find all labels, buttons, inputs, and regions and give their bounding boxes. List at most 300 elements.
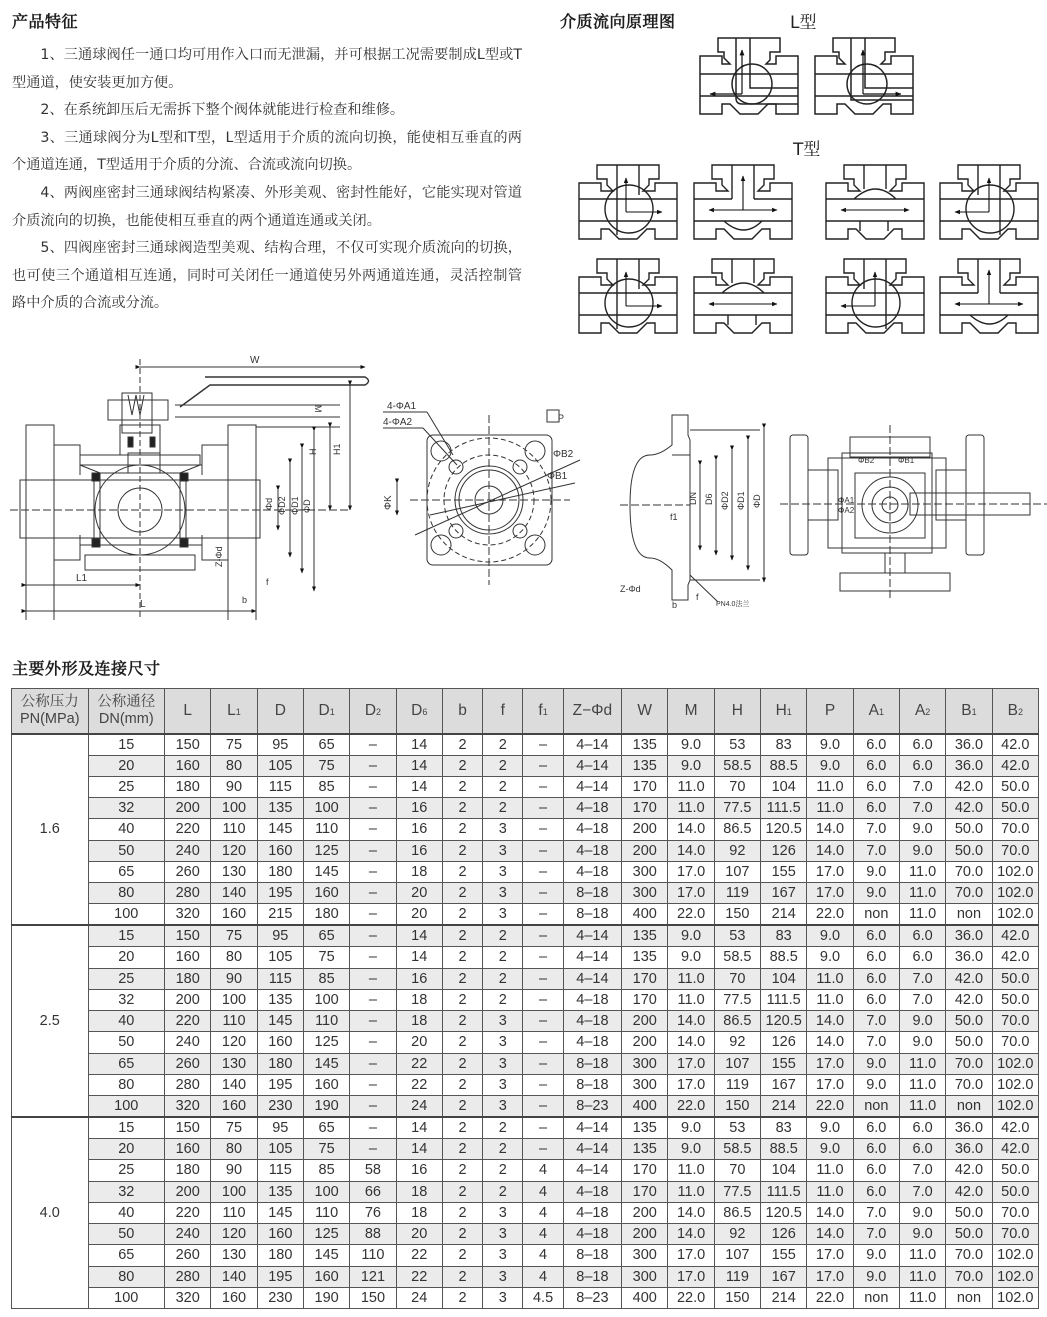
table-cell: 110 bbox=[211, 819, 257, 840]
table-cell: 260 bbox=[165, 861, 211, 882]
svg-text:PN4.0法兰: PN4.0法兰 bbox=[716, 601, 750, 608]
svg-text:ΦD: ΦD bbox=[302, 499, 312, 513]
table-cell: 16 bbox=[396, 798, 442, 819]
table-cell: 4–18 bbox=[563, 798, 621, 819]
table-row bbox=[12, 1181, 1039, 1202]
svg-text:ΦB2: ΦB2 bbox=[858, 456, 875, 465]
table-cell: – bbox=[523, 776, 563, 797]
table-cell: 9.0 bbox=[899, 819, 945, 840]
header-A2: A2 bbox=[899, 689, 945, 734]
table-cell: 16 bbox=[396, 840, 442, 861]
table-cell: 104 bbox=[761, 968, 807, 989]
table-cell: 3 bbox=[483, 1096, 523, 1118]
table-cell: 120.5 bbox=[761, 1202, 807, 1223]
feature-item: 2、在系统卸压后无需拆下整个阀体就能进行检查和维修。 bbox=[40, 102, 405, 119]
table-cell: 2 bbox=[442, 1224, 482, 1245]
table-cell: 115 bbox=[257, 776, 303, 797]
svg-text:f: f bbox=[696, 592, 699, 602]
table-cell: 135 bbox=[622, 925, 668, 947]
table-cell: 120.5 bbox=[761, 819, 807, 840]
table-cell: 36.0 bbox=[946, 734, 992, 756]
table-cell: – bbox=[523, 1096, 563, 1118]
table-cell: 15 bbox=[88, 925, 165, 947]
header-L: L bbox=[165, 689, 211, 734]
header-D1: D1 bbox=[303, 689, 349, 734]
table-cell: 214 bbox=[761, 904, 807, 926]
table-cell: 119 bbox=[714, 883, 760, 904]
table-cell: 75 bbox=[303, 1139, 349, 1160]
table-cell: 100 bbox=[303, 798, 349, 819]
table-cell: 17.0 bbox=[807, 883, 853, 904]
table-cell: 85 bbox=[303, 776, 349, 797]
table-cell: 17.0 bbox=[668, 1245, 714, 1266]
table-cell: 2 bbox=[442, 1053, 482, 1074]
table-cell: 2 bbox=[442, 947, 482, 968]
table-cell: 7.0 bbox=[853, 819, 899, 840]
header-pn: 公称压力 PN(MPa) bbox=[12, 689, 89, 734]
table-cell: 17.0 bbox=[807, 1074, 853, 1095]
table-cell: – bbox=[523, 1053, 563, 1074]
table-cell: 11.0 bbox=[807, 1181, 853, 1202]
table-cell: – bbox=[350, 776, 396, 797]
table-cell: 160 bbox=[165, 947, 211, 968]
table-row bbox=[12, 1160, 1039, 1181]
pressure-group bbox=[12, 1117, 1039, 1309]
table-row bbox=[12, 1287, 1039, 1308]
table-cell: 9.0 bbox=[899, 1202, 945, 1223]
table-cell: 9.0 bbox=[668, 1117, 714, 1139]
table-cell: 14.0 bbox=[668, 1224, 714, 1245]
feature-item: 3、三通球阀分为L型和T型，L型适用于介质的流向切换，能使相互垂直的两个通道连通，T型适用于介质的分流、合流或流向切换。 bbox=[12, 129, 522, 174]
table-cell: 11.0 bbox=[899, 861, 945, 882]
table-cell: 214 bbox=[761, 1096, 807, 1118]
table-cell: 14.0 bbox=[668, 819, 714, 840]
table-row bbox=[12, 1245, 1039, 1266]
table-row bbox=[12, 1074, 1039, 1095]
table-cell: 145 bbox=[257, 1011, 303, 1032]
table-cell: 25 bbox=[88, 968, 165, 989]
table-cell: 3 bbox=[483, 904, 523, 926]
table-cell: 145 bbox=[303, 1053, 349, 1074]
table-cell: 20 bbox=[396, 904, 442, 926]
table-cell: 130 bbox=[211, 1053, 257, 1074]
table-row bbox=[12, 1096, 1039, 1118]
table-cell: 18 bbox=[396, 1181, 442, 1202]
table-cell: 11.0 bbox=[668, 1181, 714, 1202]
table-cell: 50.0 bbox=[946, 1224, 992, 1245]
table-cell: 105 bbox=[257, 1139, 303, 1160]
table-cell: 22.0 bbox=[668, 1096, 714, 1118]
table-cell: 24 bbox=[396, 1287, 442, 1308]
table-cell: 36.0 bbox=[946, 947, 992, 968]
table-cell: 110 bbox=[303, 1011, 349, 1032]
table-cell: 8–18 bbox=[563, 1266, 621, 1287]
table-cell: 200 bbox=[165, 989, 211, 1010]
table-cell: 150 bbox=[165, 1117, 211, 1139]
svg-text:D6: D6 bbox=[704, 493, 714, 505]
table-cell: 2 bbox=[483, 1117, 523, 1139]
table-cell: 17.0 bbox=[668, 1074, 714, 1095]
svg-text:ΦB1: ΦB1 bbox=[547, 471, 568, 482]
table-cell: 280 bbox=[165, 1266, 211, 1287]
valve-top-view-drawing bbox=[375, 395, 590, 585]
table-cell: 70.0 bbox=[992, 1011, 1038, 1032]
table-row bbox=[12, 755, 1039, 776]
table-cell: 88.5 bbox=[761, 947, 807, 968]
table-cell: – bbox=[523, 798, 563, 819]
l-type-flow-diagram-right bbox=[813, 36, 916, 118]
table-cell: 119 bbox=[714, 1074, 760, 1095]
table-cell: 167 bbox=[761, 1074, 807, 1095]
table-cell: 3 bbox=[483, 883, 523, 904]
table-cell: 7.0 bbox=[899, 968, 945, 989]
table-cell: 8–18 bbox=[563, 883, 621, 904]
table-cell: 2 bbox=[483, 755, 523, 776]
svg-text:ΦD2: ΦD2 bbox=[277, 496, 287, 515]
table-cell: 58 bbox=[350, 1160, 396, 1181]
table-cell: 9.0 bbox=[853, 1053, 899, 1074]
table-cell: 195 bbox=[257, 1266, 303, 1287]
table-cell: 22.0 bbox=[668, 904, 714, 926]
table-cell: 160 bbox=[211, 904, 257, 926]
table-cell: 36.0 bbox=[946, 925, 992, 947]
table-cell: – bbox=[350, 968, 396, 989]
table-cell: 4–18 bbox=[563, 840, 621, 861]
table-cell: 32 bbox=[88, 798, 165, 819]
table-cell: 11.0 bbox=[899, 1245, 945, 1266]
table-cell: 110 bbox=[211, 1202, 257, 1223]
table-cell: 70.0 bbox=[992, 840, 1038, 861]
table-cell: 2 bbox=[442, 1202, 482, 1223]
table-cell: 111.5 bbox=[761, 798, 807, 819]
table-cell: 160 bbox=[165, 755, 211, 776]
table-cell: 135 bbox=[622, 755, 668, 776]
table-cell: 102.0 bbox=[992, 904, 1038, 926]
table-cell: 2 bbox=[442, 883, 482, 904]
svg-text:ΦD2: ΦD2 bbox=[720, 491, 730, 510]
table-cell: 50.0 bbox=[946, 1202, 992, 1223]
table-cell: 320 bbox=[165, 1287, 211, 1308]
table-cell: 90 bbox=[211, 1160, 257, 1181]
table-cell: 83 bbox=[761, 1117, 807, 1139]
table-cell: 9.0 bbox=[899, 1224, 945, 1245]
table-cell: 2 bbox=[442, 989, 482, 1010]
table-cell: 80 bbox=[88, 1074, 165, 1095]
table-cell: 300 bbox=[622, 1245, 668, 1266]
table-cell: 107 bbox=[714, 1053, 760, 1074]
table-cell: 125 bbox=[303, 1032, 349, 1053]
table-row bbox=[12, 1266, 1039, 1287]
table-cell: 42.0 bbox=[946, 989, 992, 1010]
table-cell: – bbox=[523, 734, 563, 756]
feature-item: 1、三通球阀任一通口均可用作入口而无泄漏，并可根据工况需要制成L型或T型通道，使安装更加方便。 bbox=[12, 47, 522, 91]
table-cell: 7.0 bbox=[899, 989, 945, 1010]
table-cell: 3 bbox=[483, 1053, 523, 1074]
table-cell: 320 bbox=[165, 904, 211, 926]
svg-text:ΦD1: ΦD1 bbox=[736, 491, 746, 510]
table-cell: 110 bbox=[303, 819, 349, 840]
table-cell: – bbox=[523, 989, 563, 1010]
table-cell: – bbox=[523, 1139, 563, 1160]
table-cell: 70.0 bbox=[946, 1266, 992, 1287]
table-cell: 3 bbox=[483, 1287, 523, 1308]
table-cell: 75 bbox=[303, 755, 349, 776]
table-cell: 4.5 bbox=[523, 1287, 563, 1308]
table-cell: 42.0 bbox=[992, 1117, 1038, 1139]
table-cell: 9.0 bbox=[668, 925, 714, 947]
table-cell: 300 bbox=[622, 1266, 668, 1287]
svg-text:L1: L1 bbox=[76, 573, 88, 584]
svg-text:P: P bbox=[558, 413, 565, 423]
table-cell: 53 bbox=[714, 925, 760, 947]
table-cell: 6.0 bbox=[853, 1160, 899, 1181]
table-cell: 2 bbox=[442, 904, 482, 926]
table-cell: 180 bbox=[257, 861, 303, 882]
table-row bbox=[12, 776, 1039, 797]
table-cell: 195 bbox=[257, 1074, 303, 1095]
t-type-flow-diagram-3 bbox=[825, 164, 927, 242]
table-cell: 280 bbox=[165, 883, 211, 904]
table-cell: 102.0 bbox=[992, 1245, 1038, 1266]
table-cell: 11.0 bbox=[899, 883, 945, 904]
table-cell: 4–14 bbox=[563, 734, 621, 756]
table-cell: 4 bbox=[523, 1202, 563, 1223]
table-cell: 102.0 bbox=[992, 883, 1038, 904]
table-cell: 80 bbox=[88, 1266, 165, 1287]
table-cell: 22.0 bbox=[807, 1287, 853, 1308]
table-cell: – bbox=[350, 925, 396, 947]
table-cell: 42.0 bbox=[992, 755, 1038, 776]
table-cell: – bbox=[523, 968, 563, 989]
table-cell: 50.0 bbox=[946, 1032, 992, 1053]
table-cell: 86.5 bbox=[714, 819, 760, 840]
table-cell: 110 bbox=[303, 1202, 349, 1223]
table-cell: 14.0 bbox=[807, 1224, 853, 1245]
table-cell: – bbox=[350, 819, 396, 840]
table-cell: 180 bbox=[165, 968, 211, 989]
table-cell: 2 bbox=[442, 840, 482, 861]
table-row bbox=[12, 1053, 1039, 1074]
table-cell: 9.0 bbox=[807, 734, 853, 756]
table-cell: 160 bbox=[303, 1266, 349, 1287]
table-cell: 220 bbox=[165, 1202, 211, 1223]
table-cell: 18 bbox=[396, 1202, 442, 1223]
table-cell: 14.0 bbox=[668, 1202, 714, 1223]
table-cell: 2 bbox=[442, 1245, 482, 1266]
table-cell: 170 bbox=[622, 798, 668, 819]
svg-text:M: M bbox=[313, 405, 323, 413]
table-cell: 50 bbox=[88, 840, 165, 861]
table-cell: non bbox=[946, 904, 992, 926]
table-cell: – bbox=[350, 798, 396, 819]
table-row bbox=[12, 904, 1039, 926]
table-cell: 4–14 bbox=[563, 755, 621, 776]
table-cell: 195 bbox=[257, 883, 303, 904]
table-cell: 200 bbox=[622, 1202, 668, 1223]
table-cell: 126 bbox=[761, 1032, 807, 1053]
table-cell: 135 bbox=[622, 1139, 668, 1160]
table-cell: 66 bbox=[350, 1181, 396, 1202]
table-cell: 9.0 bbox=[899, 1011, 945, 1032]
table-cell: 170 bbox=[622, 989, 668, 1010]
table-cell: 6.0 bbox=[853, 776, 899, 797]
table-cell: 88.5 bbox=[761, 755, 807, 776]
table-cell: 80 bbox=[211, 755, 257, 776]
table-cell: 95 bbox=[257, 925, 303, 947]
table-cell: 85 bbox=[303, 1160, 349, 1181]
table-cell: 50 bbox=[88, 1032, 165, 1053]
table-cell: 65 bbox=[303, 734, 349, 756]
table-row bbox=[12, 883, 1039, 904]
table-cell: 8–18 bbox=[563, 1245, 621, 1266]
table-cell: 22 bbox=[396, 1245, 442, 1266]
svg-text:b: b bbox=[242, 595, 248, 605]
table-cell: 83 bbox=[761, 734, 807, 756]
table-cell: 40 bbox=[88, 819, 165, 840]
table-cell: 150 bbox=[714, 1096, 760, 1118]
table-cell: 3 bbox=[483, 1245, 523, 1266]
table-cell: 190 bbox=[303, 1096, 349, 1118]
table-cell: 160 bbox=[257, 1032, 303, 1053]
table-cell: 155 bbox=[761, 861, 807, 882]
svg-text:f: f bbox=[266, 577, 269, 587]
table-cell: 6.0 bbox=[899, 925, 945, 947]
table-cell: 3 bbox=[483, 1011, 523, 1032]
table-cell: 11.0 bbox=[807, 776, 853, 797]
table-cell: 50.0 bbox=[992, 1181, 1038, 1202]
table-cell: 14 bbox=[396, 734, 442, 756]
table-cell: 17.0 bbox=[668, 1053, 714, 1074]
table-cell: 104 bbox=[761, 776, 807, 797]
table-cell: 200 bbox=[622, 840, 668, 861]
table-cell: 11.0 bbox=[899, 904, 945, 926]
table-cell: 167 bbox=[761, 1266, 807, 1287]
table-cell: 22 bbox=[396, 1053, 442, 1074]
table-cell: 65 bbox=[88, 861, 165, 882]
table-cell: 4–18 bbox=[563, 819, 621, 840]
header-D2: D2 bbox=[350, 689, 396, 734]
table-cell: – bbox=[350, 1011, 396, 1032]
table-cell: 2 bbox=[483, 925, 523, 947]
header-dn: 公称通径 DN(mm) bbox=[88, 689, 165, 734]
table-cell: – bbox=[523, 904, 563, 926]
table-cell: 70.0 bbox=[992, 1032, 1038, 1053]
table-cell: 3 bbox=[483, 1266, 523, 1287]
table-cell: 107 bbox=[714, 1245, 760, 1266]
table-cell: 2 bbox=[442, 968, 482, 989]
table-cell: 17.0 bbox=[668, 1266, 714, 1287]
table-cell: 14.0 bbox=[807, 840, 853, 861]
table-cell: 77.5 bbox=[714, 1181, 760, 1202]
table-cell: 75 bbox=[303, 947, 349, 968]
feature-item: 4、两阀座密封三通球阀结构紧凑、外形美观、密封性能好，它能实现对管道介质流向的切换，也能使相互垂直的两个通道连通或关闭。 bbox=[12, 184, 522, 229]
table-cell: 150 bbox=[714, 1287, 760, 1308]
table-cell: 7.0 bbox=[899, 1181, 945, 1202]
table-row bbox=[12, 798, 1039, 819]
table-cell: 11.0 bbox=[899, 1053, 945, 1074]
table-cell: 135 bbox=[622, 1117, 668, 1139]
table-cell: 11.0 bbox=[807, 968, 853, 989]
table-row bbox=[12, 1224, 1039, 1245]
table-row bbox=[12, 1202, 1039, 1223]
table-cell: 6.0 bbox=[853, 947, 899, 968]
table-cell: 95 bbox=[257, 734, 303, 756]
svg-text:Z-Φd: Z-Φd bbox=[620, 584, 641, 594]
table-cell: 145 bbox=[257, 1202, 303, 1223]
table-cell: 170 bbox=[622, 1181, 668, 1202]
svg-text:ΦB1: ΦB1 bbox=[898, 456, 915, 465]
table-cell: 6.0 bbox=[899, 947, 945, 968]
table-cell: 8–18 bbox=[563, 1053, 621, 1074]
table-cell: 14.0 bbox=[807, 819, 853, 840]
table-cell: 230 bbox=[257, 1287, 303, 1308]
table-cell: 14.0 bbox=[807, 1032, 853, 1053]
flow-diagram-title: 介质流向原理图 bbox=[560, 12, 676, 31]
t-type-flow-diagram-7 bbox=[825, 258, 927, 336]
table-cell: 9.0 bbox=[807, 925, 853, 947]
table-cell: 20 bbox=[88, 947, 165, 968]
table-cell: 150 bbox=[350, 1287, 396, 1308]
table-cell: 4 bbox=[523, 1160, 563, 1181]
table-cell: 135 bbox=[257, 989, 303, 1010]
table-cell: 170 bbox=[622, 776, 668, 797]
svg-text:L: L bbox=[140, 599, 146, 610]
table-cell: 100 bbox=[303, 989, 349, 1010]
table-cell: 135 bbox=[622, 734, 668, 756]
table-cell: 22 bbox=[396, 1266, 442, 1287]
table-cell: 16 bbox=[396, 1160, 442, 1181]
table-cell: – bbox=[350, 1032, 396, 1053]
table-cell: 126 bbox=[761, 840, 807, 861]
t-type-flow-diagram-6 bbox=[693, 258, 795, 336]
table-cell: 92 bbox=[714, 840, 760, 861]
table-cell: 2 bbox=[442, 776, 482, 797]
table-cell: – bbox=[350, 1096, 396, 1118]
table-cell: 6.0 bbox=[853, 1139, 899, 1160]
svg-text:H: H bbox=[308, 448, 318, 455]
table-cell: – bbox=[350, 1117, 396, 1139]
table-cell: 9.0 bbox=[899, 1032, 945, 1053]
table-cell: 4–14 bbox=[563, 947, 621, 968]
table-cell: 8–23 bbox=[563, 1096, 621, 1118]
table-cell: 17.0 bbox=[807, 1266, 853, 1287]
table-cell: 8–23 bbox=[563, 1287, 621, 1308]
table-cell: 7.0 bbox=[899, 776, 945, 797]
table-cell: 3 bbox=[483, 1224, 523, 1245]
table-cell: 2 bbox=[483, 734, 523, 756]
table-cell: 110 bbox=[211, 1011, 257, 1032]
table-cell: 6.0 bbox=[853, 755, 899, 776]
table-cell: 240 bbox=[165, 1032, 211, 1053]
table-cell: 25 bbox=[88, 1160, 165, 1181]
table-cell: 4–18 bbox=[563, 861, 621, 882]
table-cell: 3 bbox=[483, 1032, 523, 1053]
table-cell: 120 bbox=[211, 1224, 257, 1245]
table-cell: 20 bbox=[88, 755, 165, 776]
table-cell: 32 bbox=[88, 1181, 165, 1202]
table-cell: 22 bbox=[396, 1074, 442, 1095]
table-cell: 2 bbox=[442, 819, 482, 840]
table-cell: 65 bbox=[303, 925, 349, 947]
table-cell: 86.5 bbox=[714, 1202, 760, 1223]
svg-text:ΦB2: ΦB2 bbox=[553, 449, 574, 460]
features-title: 产品特征 bbox=[12, 12, 79, 31]
table-cell: 155 bbox=[761, 1245, 807, 1266]
table-cell: 11.0 bbox=[899, 1074, 945, 1095]
table-cell: 102.0 bbox=[992, 1053, 1038, 1074]
table-cell: 14 bbox=[396, 1139, 442, 1160]
table-cell: 400 bbox=[622, 904, 668, 926]
